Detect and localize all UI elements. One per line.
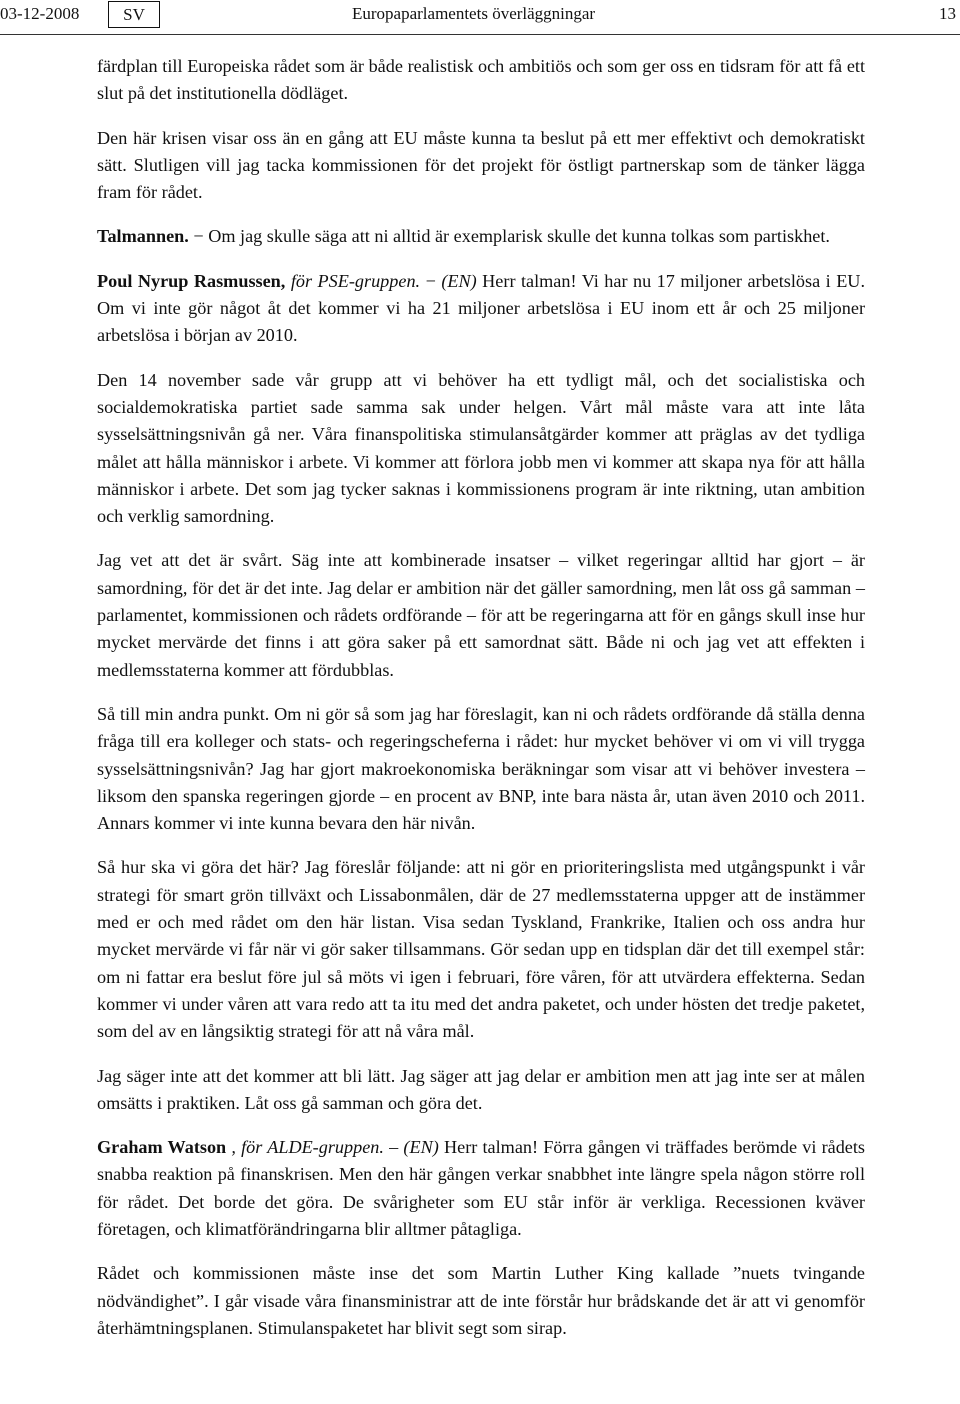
header-date: 03-12-2008	[0, 4, 80, 23]
speaker-name: Poul Nyrup Rasmussen,	[97, 270, 286, 291]
dash-separator: −	[188, 226, 209, 247]
language-marker: (EN)	[441, 270, 477, 291]
page-header	[0, 0, 960, 35]
paragraph-7: Så till min andra punkt. Om ni gör så som jag har föreslagit, kan ni och rådets ordförande då ställa denna fråga till era kolleger och stats- och regeringscheferna i rådet: hur mycket behöver vi om vi vill trygga sysselsättningsnivån? Jag har gjort makroekonomiska beräkningar som visar att vi behöver investera – liksom den spanska regeringen gjorde – en procent av BNP, inte bara nästa år, utan även 2010 och 2011. Annars kommer vi inte kunna bevara den här nivån.	[97, 703, 865, 834]
paragraph-11: Rådet och kommissionen måste inse det som Martin Luther King kallade ”nuets tvingande nödvändighet”. I går visade våra finansministrar att de inte förstår hur brådskande det är att vi genomför återhämtningsplanen. Stimulanspaketet har blivit segt som sirap.	[97, 1263, 865, 1338]
document-body	[97, 53, 865, 1359]
paragraph-10	[97, 1134, 865, 1243]
header-page-number: 13	[939, 4, 956, 23]
paragraph-2: Den här krisen visar oss än en gång att EU måste kunna ta beslut på ett mer effektivt och demokratiskt sätt. Slutligen vill jag tacka kommissionen för det projekt för östligt partnerskap som de tänker lägga fram för rådet.	[97, 127, 865, 203]
speaker-name: Talmannen.	[97, 226, 189, 247]
paragraph-6: Jag vet att det är svårt. Säg inte att kombinerade insatser – vilket regeringar alltid har gjort – är samordning, för det är det inte. Jag delar er ambition när det gäller samordning, men låt oss gå samman – parlamentet, kommissionen och rådets ordförande – för att be regeringarna att för en gångs skull inse hur mycket mervärde det finns i att göra saker på ett samordnat sätt. Både ni och jag vet att effekten i medlemsstaterna kommer att fördubblas.	[97, 550, 865, 680]
speech-text: Herr talman! Vi har nu 17 miljoner arbetslösa i EU. Om vi inte gör något åt det kommer vi ha 21 miljoner arbetslösa i EU inom ett år och 25 miljoner arbetslösa i början av 2010.	[97, 270, 865, 346]
speaker-group: för PSE-gruppen.	[285, 270, 421, 291]
dash-separator: −	[420, 270, 442, 291]
paragraph-3	[97, 223, 865, 250]
paragraph-9: Jag säger inte att det kommer att bli lätt. Jag säger att jag delar er ambition men att jag inte ser at målen omsätts i praktiken. Låt oss gå samman och göra det.	[97, 1065, 865, 1113]
speaker-group: , för ALDE-gruppen.	[226, 1137, 384, 1158]
paragraph-5: Den 14 november sade vår grupp att vi behöver ha ett tydligt mål, och det socialistiska och socialdemokratiska partiet sade samma sak under helgen. Vårt mål måste vara att inte låta sysselsättningsnivån gå ner. Våra finanspolitiska stimulansåtgärder kommer att präglas av det tydliga målet att hålla människor i arbete. Vi kommer att förlora jobb men vi kommer att skapa nya för att hålla människor i arbete. Det som jag tycker saknas i kommissionens program är inte riktning, utan ambition och verklig samordning.	[97, 369, 865, 527]
speaker-name: Graham Watson	[97, 1137, 227, 1158]
speech-text: Om jag skulle säga att ni alltid är exemplarisk skulle det kunna tolkas som partiskhet.	[208, 226, 830, 247]
dash-separator: –	[383, 1137, 404, 1158]
paragraph-8: Så hur ska vi göra det här? Jag föreslår följande: att ni gör en prioriteringslista med utgångspunkt i vår strategi för smart grön tillväxt och Lissabonmålen, där de 27 medlemsstaterna uppger att de instämmer med er och med rådet om den här listan. Visa sedan Tyskland, Frankrike, Italien och oss andra hur mycket mervärde vi får när vi gör saker tillsammans. Gör sedan upp en tidsplan där det till exempel står: om ni fattar era beslut före jul så möts vi igen i februari, före våren, för att utvärdera effekterna. Sedan kommer vi under våren att vara redo att ta itu med det andra paketet, och under hösten det tredje paketet, som del av en långsiktig strategi för att nå våra mål.	[97, 857, 865, 1042]
paragraph-4	[97, 268, 865, 350]
header-language-box: SV	[108, 1, 160, 28]
language-marker: (EN)	[403, 1137, 439, 1158]
header-title: Europaparlamentets överläggningar	[352, 4, 596, 23]
speech-text: Herr talman! Förra gången vi träffades berömde vi rådets snabba reaktion på finanskrisen. Men den här gången verkar snabbhet inte längre spela någon större roll för rådet. Det borde det göra. De svårigheter som EU står inför är verkliga. Recessionen kväver företagen, och klimatförändringarna blir alltmer påtagliga.	[97, 1137, 866, 1239]
paragraph-1: färdplan till Europeiska rådet som är både realistisk och ambitiös och som ger oss en tidsram för att få ett slut på det institutionella dödläget.	[97, 56, 865, 104]
